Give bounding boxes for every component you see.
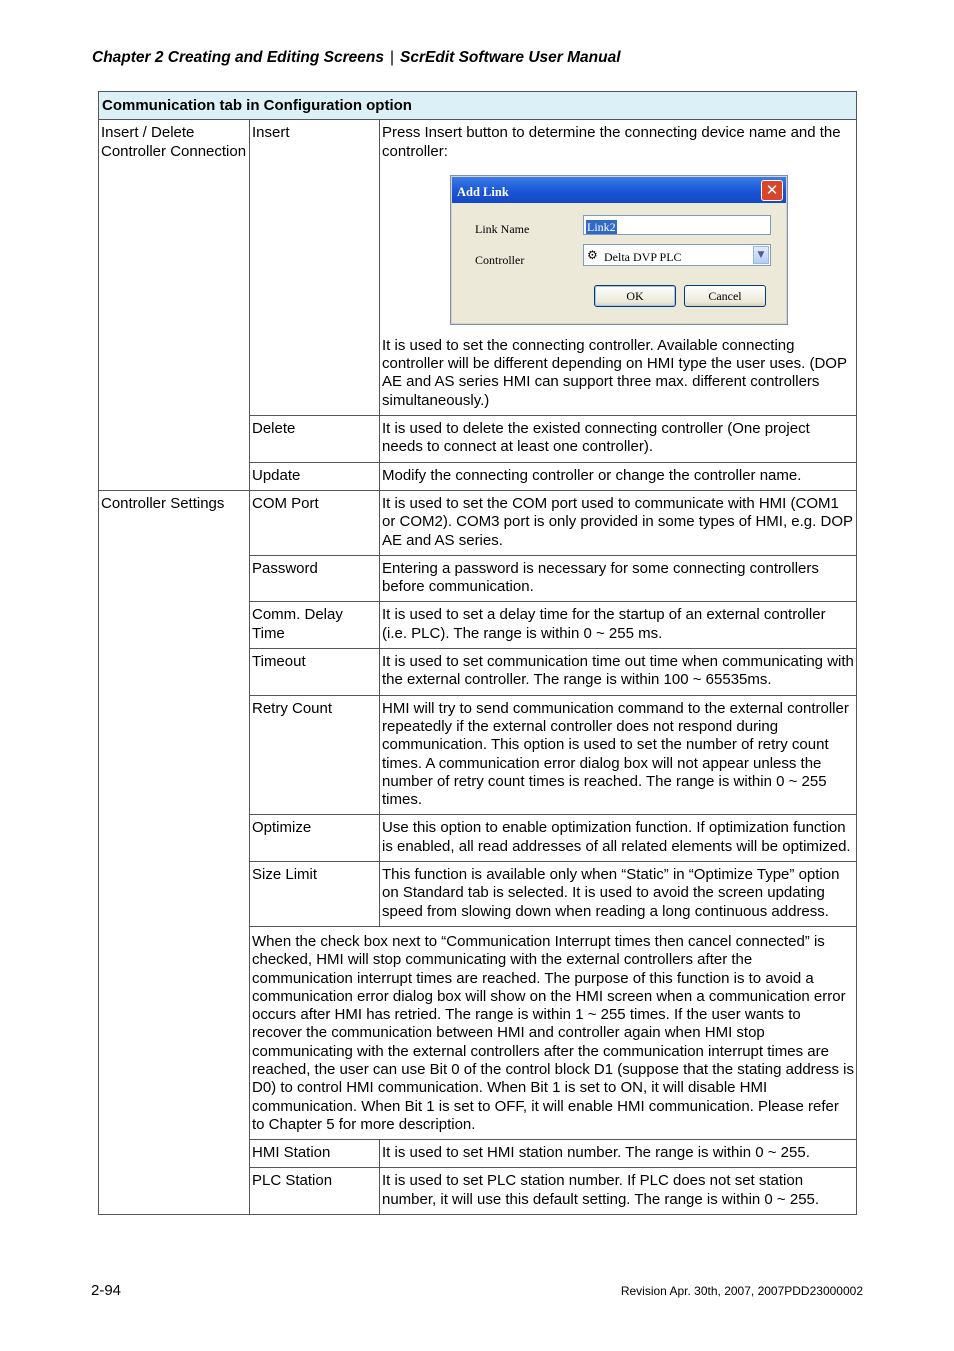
option-description: It is used to delete the existed connecting controller (One project needs to connect at least one controller). <box>380 416 857 463</box>
option-description: It is used to set HMI station number. The range is within 0 ~ 255. <box>380 1140 857 1168</box>
dialog-titlebar[interactable] <box>452 177 786 203</box>
insert-desc-before: Press Insert button to determine the connecting device name and the controller: <box>382 124 841 160</box>
communication-interrupt-note: When the check box next to “Communication Interrupt times then cancel connected” is checked, HMI will stop communicating with the external controllers after the communication interrupt times are reached. The purpose of this function is to avoid a communication error dialog box will show on the HMI screen when a communication error occurs after HMI has retried. The range is within 1 ~ 255 times. If the user wants to recover the communication between HMI and controller again when HMI stop communicating with the external controllers after the communication interrupt times are reached, the user can use Bit 0 of the control block D1 (suppose that the stating address is D0) to control HMI communication. When Bit 1 is set to ON, it will disable HMI communication. When Bit 1 is set to OFF, it will enable HMI communication. Please refer to Chapter 5 for more description. <box>250 926 857 1139</box>
link-name-input[interactable] <box>583 215 771 235</box>
page-number: 2-94 <box>91 1282 122 1299</box>
option-name: Retry Count <box>250 695 380 815</box>
option-description: It is used to set PLC station number. If PLC does not set station number, it will use this default setting. The range is within 0 ~ 255. <box>380 1168 857 1215</box>
option-name: Timeout <box>250 649 380 696</box>
option-name: Size Limit <box>250 862 380 927</box>
add-link-dialog <box>450 175 788 325</box>
insert-desc-after: It is used to set the connecting controller. Available connecting controller will be different depending on HMI type the user uses. (DOP AE and AS series HMI can support three max. different controllers simultaneously.) <box>382 336 847 409</box>
option-name: Password <box>250 555 380 602</box>
table-title: Communication tab in Configuration option <box>99 92 857 120</box>
plc-icon: ⚙ <box>587 247 598 262</box>
revision-text: Revision Apr. 30th, 2007, 2007PDD23000002 <box>620 1284 863 1298</box>
option-description: HMI will try to send communication command to the external controller repeatedly if the external controller does not respond during communication. This option is used to set the number of retry count times. A communication error dialog box will not appear unless the number of retry count times is reached. The range is within 0 ~ 255 times. <box>380 695 857 815</box>
option-name: Insert <box>250 120 380 416</box>
ok-button[interactable]: OK <box>594 285 676 307</box>
close-icon[interactable]: ✕ <box>761 180 783 201</box>
group-label-insert-delete: Insert / Delete Controller Connection <box>99 120 250 491</box>
option-description: It is used to set communication time out time when communicating with the external controller. The range is within 100 ~ 65535ms. <box>380 649 857 696</box>
option-name: Optimize <box>250 815 380 862</box>
option-description <box>380 120 857 416</box>
dialog-title: Add Link <box>457 184 509 199</box>
option-name: HMI Station <box>250 1140 380 1168</box>
option-description: Use this option to enable optimization function. If optimization function is enabled, all read addresses of all related elements will be optimized. <box>380 815 857 862</box>
chevron-down-icon[interactable]: ▼ <box>753 246 769 264</box>
page-header <box>92 49 621 67</box>
option-description: Modify the connecting controller or change the controller name. <box>380 462 857 490</box>
link-name-value: Link2 <box>587 219 616 234</box>
option-description: This function is available only when “Static” in “Optimize Type” option on Standard tab is selected. It is used to avoid the screen updating speed from slowing down when reading a long continuous address. <box>380 862 857 927</box>
cancel-button[interactable]: Cancel <box>684 285 766 307</box>
option-description: It is used to set a delay time for the startup of an external controller (i.e. PLC). The range is within 0 ~ 255 ms. <box>380 602 857 649</box>
table-row <box>99 490 857 555</box>
dialog-container <box>382 161 854 337</box>
option-name: PLC Station <box>250 1168 380 1215</box>
chapter-title: Chapter 2 Creating and Editing Screens <box>92 49 384 66</box>
controller-value: Delta DVP PLC <box>604 249 682 264</box>
manual-title: ScrEdit Software User Manual <box>400 49 621 66</box>
link-name-label: Link Name <box>475 221 530 236</box>
table-row <box>99 120 857 416</box>
option-description: Entering a password is necessary for some connecting controllers before communication. <box>380 555 857 602</box>
group-label-controller-settings: Controller Settings <box>99 490 250 1214</box>
option-name: COM Port <box>250 490 380 555</box>
option-name: Comm. Delay Time <box>250 602 380 649</box>
controller-select[interactable] <box>583 244 771 266</box>
option-name: Delete <box>250 416 380 463</box>
controller-label: Controller <box>475 252 525 267</box>
option-description: It is used to set the COM port used to communicate with HMI (COM1 or COM2). COM3 port is only provided in some types of HMI, e.g. DOP AE and AS series. <box>380 490 857 555</box>
option-name: Update <box>250 462 380 490</box>
communication-tab-table <box>98 91 857 1215</box>
header-separator: | <box>389 49 395 66</box>
